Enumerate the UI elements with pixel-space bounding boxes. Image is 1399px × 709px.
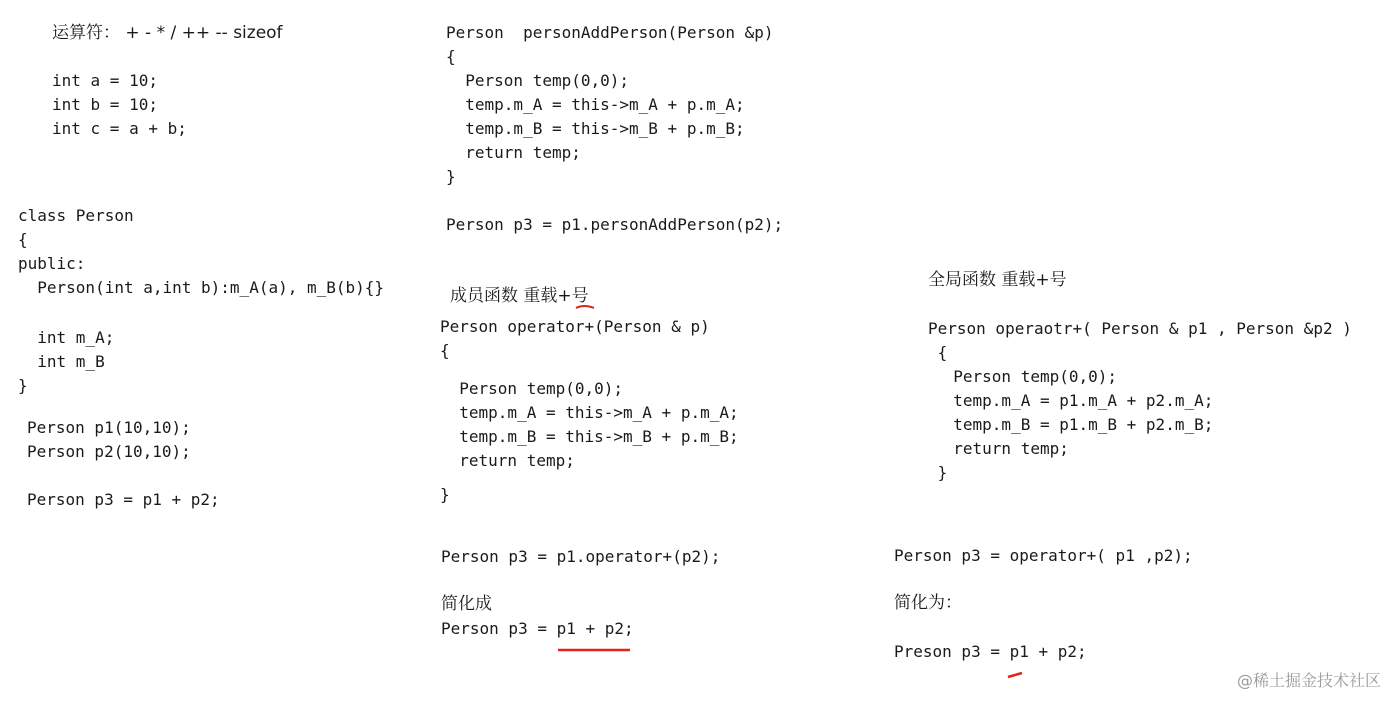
code-line: {: [18, 230, 28, 249]
code-line: Person p1(10,10);: [27, 418, 191, 437]
code-line: }: [18, 376, 28, 395]
code-line: int m_B: [18, 352, 105, 371]
code-line: }: [446, 167, 456, 186]
member-overload-call: [441, 545, 720, 569]
global-overload-title: 全局函数 重载+号: [928, 270, 1067, 290]
global-simplified: [894, 640, 1087, 664]
code-line: Person p3 = p1 + p2;: [27, 490, 220, 509]
code-line: [440, 363, 739, 377]
code-line: Person p2(10,10);: [27, 442, 191, 461]
global-simplify-label: [894, 591, 962, 615]
code-line: Person temp(0,0);: [440, 379, 624, 398]
code-line: int c = a + b;: [52, 119, 187, 138]
annotation-tick-mark: [1006, 670, 1026, 680]
global-overload-code: [928, 317, 1352, 485]
code-line: {: [928, 343, 948, 362]
code-line: [440, 473, 739, 483]
member-overload-heading: [450, 284, 589, 308]
code-line: {: [446, 47, 456, 66]
code-line: Person p3 = p1.operator+(p2);: [441, 547, 721, 566]
code-line: Person temp(0,0);: [446, 71, 630, 90]
code-line: Person operator+(Person & p): [440, 317, 710, 336]
code-line: int b = 10;: [52, 95, 158, 114]
code-line: return temp;: [934, 439, 1069, 458]
code-line: return temp;: [446, 143, 581, 162]
code-line: Person operaotr+( Person & p1 , Person &p2 ): [928, 319, 1352, 338]
usage-section: [27, 416, 220, 512]
code-line: class Person: [18, 206, 134, 225]
code-line: int a = 10;: [52, 71, 158, 90]
code-line: Person p3 = p1.personAddPerson(p2);: [446, 215, 784, 234]
code-line: temp.m_B = p1.m_B + p2.m_B;: [934, 415, 1214, 434]
code-line: temp.m_A = this->m_A + p.m_A;: [446, 95, 745, 114]
watermark: @稀土掘金技术社区: [1236, 671, 1381, 690]
operators-section: [52, 21, 283, 141]
member-simplified: [441, 617, 634, 641]
global-overload-call: [894, 544, 1193, 568]
class-definition: [18, 204, 384, 398]
simplify-label: 简化为：: [894, 593, 962, 613]
code-line: temp.m_B = this->m_B + p.m_B;: [446, 119, 745, 138]
code-line: return temp;: [440, 451, 575, 470]
member-overload-title: 成员函数 重载+号: [450, 286, 589, 306]
global-overload-heading: [928, 268, 1067, 292]
member-overload-code: [440, 315, 739, 507]
code-line: {: [440, 341, 450, 360]
code-line: temp.m_A = p1.m_A + p2.m_A;: [934, 391, 1214, 410]
code-line: Person(int a,int b):m_A(a), m_B(b){}: [18, 278, 385, 297]
code-line: [18, 300, 384, 326]
code-line: temp.m_A = this->m_A + p.m_A;: [440, 403, 739, 422]
code-line: }: [928, 463, 948, 482]
code-line: }: [440, 485, 450, 504]
code-line: Person temp(0,0);: [934, 367, 1118, 386]
operators-title: 运算符： + - * / ++ -- sizeof: [52, 23, 283, 43]
code-line: int m_A;: [18, 328, 115, 347]
code-line: public:: [18, 254, 86, 273]
simplify-label: 简化成: [441, 594, 492, 614]
annotation-underline-mark: [574, 302, 598, 312]
code-line: Preson p3 = p1 + p2;: [894, 642, 1087, 661]
code-line: [27, 464, 220, 488]
code-line: Person p3 = operator+( p1 ,p2);: [894, 546, 1193, 565]
code-line: Person personAddPerson(Person &p): [446, 23, 774, 42]
annotation-underline-mark: [556, 646, 634, 654]
code-line: temp.m_B = this->m_B + p.m_B;: [440, 427, 739, 446]
member-simplify-label: [441, 592, 492, 616]
code-line: Person p3 = p1 + p2;: [441, 619, 634, 638]
add-person-function: [446, 21, 783, 237]
